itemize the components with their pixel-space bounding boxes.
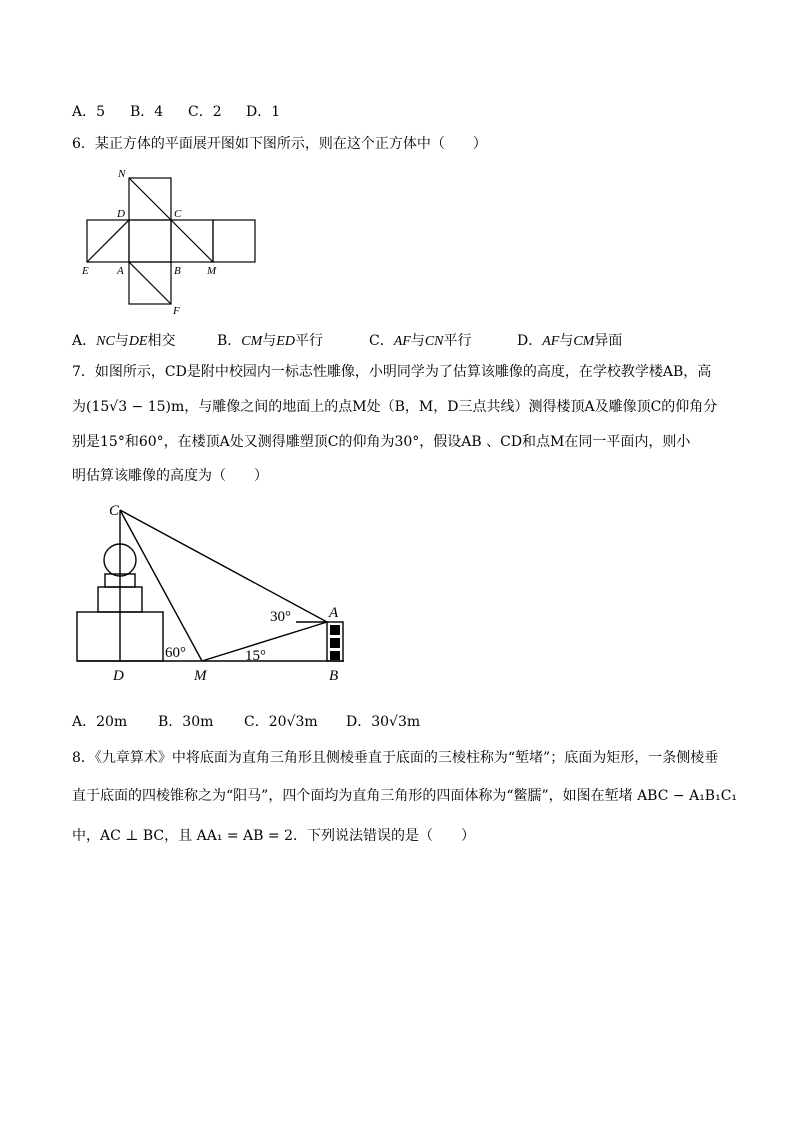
q6-option-b [217, 331, 369, 352]
q8-line-2: 直于底面的四棱锥称之为“阳马”，四个面均为直角三角形的四面体称为“鳖臑”，如图在堑堵 ABC − A₁B₁C₁ [72, 788, 738, 804]
net-label-n: N [118, 168, 126, 180]
fig7-angle-60: 60° [165, 645, 186, 661]
q6-option-a-rel: 与 [114, 333, 129, 349]
q6-option-b-tail: 平行 [294, 333, 323, 349]
q8-line-1: 8．《九章算术》中将底面为直角三角形且侧棱垂直于底面的三棱柱称为“堑堵”；底面为矩形，一条侧棱垂 [72, 750, 719, 766]
net-label-b: B [174, 265, 181, 277]
q6-option-d-tail: 异面 [594, 333, 623, 349]
q6-option-c [369, 331, 517, 352]
q6-option-c-letter: C． [369, 333, 394, 349]
fig7-label-d: D [113, 668, 124, 684]
q6-option-a-v2: DE [128, 334, 148, 349]
q5-option-d: D．1 [246, 104, 281, 120]
q6-option-c-v2: CN [424, 334, 444, 349]
q7-line-4: 明估算该雕像的高度为（ ） [72, 468, 268, 484]
q6-option-b-rel: 与 [262, 333, 277, 349]
q6-option-c-rel: 与 [410, 333, 425, 349]
q6-option-b-letter: B． [217, 333, 242, 349]
net-label-a: A [117, 265, 124, 277]
statue-building-figure [70, 500, 360, 690]
fig7-label-b: B [329, 668, 339, 684]
q5-option-c: C．2 [188, 104, 222, 120]
q6-option-a-letter: A． [72, 333, 97, 349]
q5-option-b: B．4 [130, 104, 164, 120]
net-label-e: E [82, 265, 89, 277]
q6-option-d-v1: AF [542, 334, 560, 349]
fig7-angle-15: 15° [245, 648, 266, 664]
q7-option-a: A．20m [72, 714, 128, 730]
q6-option-b-v2: ED [276, 334, 295, 349]
q6-stem: 6．某正方体的平面展开图如下图所示，则在这个正方体中（ ） [72, 136, 487, 152]
q6-options [72, 331, 622, 352]
q6-option-d-v2: CM [573, 334, 595, 349]
q6-option-c-v1: AF [393, 334, 411, 349]
net-label-c: C [174, 208, 182, 220]
q6-option-a [72, 331, 217, 352]
q7-line-3: 别是15°和60°，在楼顶A处又测得雕塑顶C的仰角为30°，假设AB 、CD和点M在同一平面内，则小 [72, 434, 691, 450]
q7-options [72, 712, 420, 732]
q6-option-c-tail: 平行 [443, 333, 472, 349]
q6-option-a-tail: 相交 [147, 333, 176, 349]
fig7-label-m: M [194, 668, 207, 684]
q7-line-2: 为(15√3 − 15)m，与雕像之间的地面上的点M处（B，M，D三点共线）测得楼顶A及雕像顶C的仰角分 [72, 399, 718, 415]
q5-option-a: A．5 [72, 104, 106, 120]
net-label-m: M [207, 265, 217, 277]
q6-option-b-v1: CM [241, 334, 263, 349]
q6-option-d-rel: 与 [559, 333, 574, 349]
q7-option-b: B．30m [158, 714, 214, 730]
q7-line-1: 7．如图所示，CD是附中校园内一标志性雕像，小明同学为了估算该雕像的高度，在学校教学楼AB，高 [72, 364, 712, 380]
q7-option-c: C．20√3m [244, 714, 318, 730]
fig7-label-a: A [329, 605, 339, 621]
q7-option-d: D．30√3m [346, 714, 421, 730]
net-label-d: D [117, 208, 125, 220]
cube-net-figure [76, 165, 266, 315]
q6-option-d [517, 331, 622, 352]
fig7-angle-30: 30° [270, 609, 291, 625]
net-label-f: F [173, 305, 180, 315]
building-windows [330, 625, 340, 660]
q5-options [72, 102, 280, 122]
fig7-label-c: C [109, 503, 120, 519]
q6-option-d-letter: D． [517, 333, 543, 349]
q8-line-3: 中，AC ⊥ BC，且 AA₁ = AB = 2．下列说法错误的是（ ） [72, 828, 475, 844]
q6-option-a-v1: NC [96, 334, 115, 349]
